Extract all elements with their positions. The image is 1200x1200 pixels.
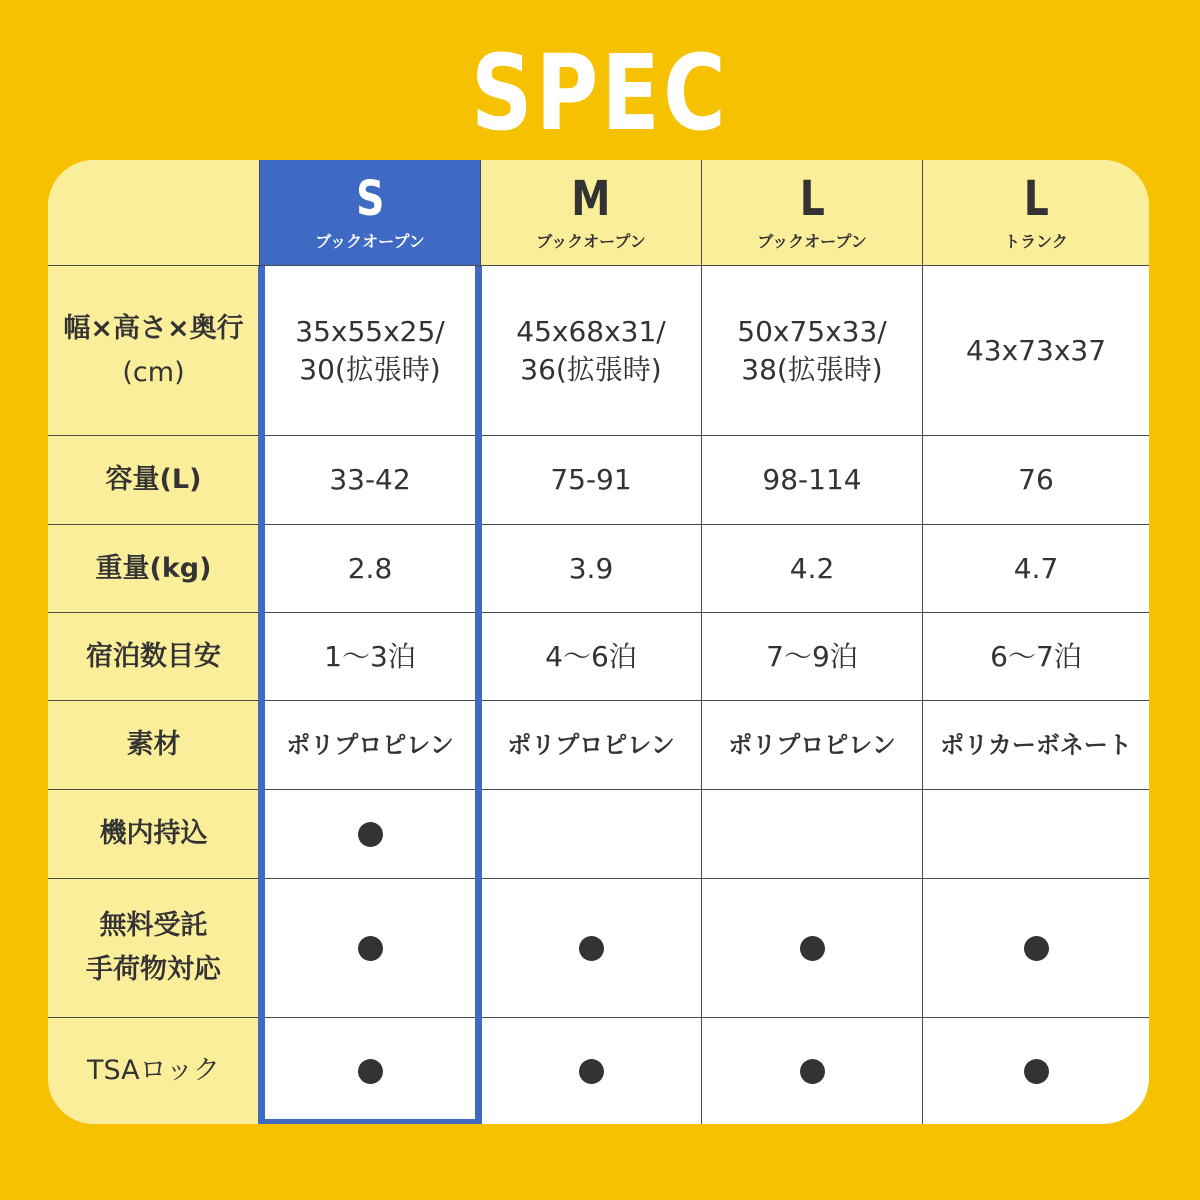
- available-dot-icon: [358, 822, 383, 847]
- cell-material-s: ポリプロピレン: [260, 701, 481, 790]
- cell-capacity-s: 33-42: [260, 436, 481, 525]
- cell-material-l-bookopen: ポリプロピレン: [702, 701, 923, 790]
- cell-dimensions-l-bookopen: [702, 266, 923, 436]
- row-header-weight: 重量(kg): [48, 525, 260, 613]
- column-header-m: [481, 160, 702, 266]
- cell-capacity-l-bookopen: 98-114: [702, 436, 923, 525]
- cell-checked-baggage-s: [260, 879, 481, 1018]
- available-dot-icon: [800, 936, 825, 961]
- row-header-capacity: 容量(L): [48, 436, 260, 525]
- row-label: 無料受託: [99, 910, 208, 941]
- cell-carry-on-m: [481, 790, 702, 879]
- column-header-s: [260, 160, 481, 266]
- value-line: 30(拡張時): [299, 352, 441, 386]
- available-dot-icon: [358, 1059, 383, 1084]
- cell-capacity-l-trunk: 76: [923, 436, 1149, 525]
- row-header-material: 素材: [48, 701, 260, 790]
- value-line: 43x73x37: [965, 333, 1107, 367]
- value-line: 36(拡張時): [520, 352, 662, 386]
- corner-cell: [48, 160, 260, 266]
- cell-checked-baggage-l-trunk: [923, 879, 1149, 1018]
- size-label: S: [355, 170, 385, 227]
- available-dot-icon: [579, 936, 604, 961]
- column-header-l-bookopen: [702, 160, 923, 266]
- cell-nights-l-bookopen: 7〜9泊: [702, 613, 923, 701]
- available-dot-icon: [800, 1059, 825, 1084]
- row-header-nights: 宿泊数目安: [48, 613, 260, 701]
- row-header-dimensions: [48, 266, 260, 436]
- available-dot-icon: [579, 1059, 604, 1084]
- cell-dimensions-s: [260, 266, 481, 436]
- value-line: 45x68x31/: [516, 314, 666, 348]
- cell-capacity-m: 75-91: [481, 436, 702, 525]
- case-type-label: ブックオープン: [536, 231, 646, 251]
- available-dot-icon: [1024, 936, 1049, 961]
- cell-tsa-lock-l-trunk: [923, 1018, 1149, 1124]
- row-label-line2: 手荷物対応: [86, 954, 221, 985]
- cell-weight-l-bookopen: 4.2: [702, 525, 923, 613]
- spec-table: [48, 160, 1149, 1124]
- cell-carry-on-l-trunk: [923, 790, 1149, 879]
- cell-weight-m: 3.9: [481, 525, 702, 613]
- case-type-label: ブックオープン: [315, 231, 425, 251]
- column-header-l-trunk: [923, 160, 1149, 266]
- size-label: L: [799, 170, 825, 227]
- size-label: L: [1023, 170, 1049, 227]
- value-line: 50x75x33/: [737, 314, 887, 348]
- cell-nights-l-trunk: 6〜7泊: [923, 613, 1149, 701]
- row-header-checked-baggage: [48, 879, 260, 1018]
- available-dot-icon: [358, 936, 383, 961]
- size-label: M: [571, 170, 611, 227]
- value-line: 35x55x25/: [295, 314, 445, 348]
- row-header-tsa-lock: TSAロック: [48, 1018, 260, 1124]
- cell-tsa-lock-m: [481, 1018, 702, 1124]
- page-title: SPEC: [471, 32, 729, 154]
- cell-weight-l-trunk: 4.7: [923, 525, 1149, 613]
- cell-material-m: ポリプロピレン: [481, 701, 702, 790]
- cell-tsa-lock-s: [260, 1018, 481, 1124]
- value-line: 38(拡張時): [741, 352, 883, 386]
- cell-carry-on-s: [260, 790, 481, 879]
- cell-dimensions-m: [481, 266, 702, 436]
- row-header-carry-on: 機内持込: [48, 790, 260, 879]
- row-label-unit: (cm): [122, 356, 185, 388]
- case-type-label: ブックオープン: [757, 231, 867, 251]
- cell-nights-m: 4〜6泊: [481, 613, 702, 701]
- cell-tsa-lock-l-bookopen: [702, 1018, 923, 1124]
- spec-table-card: [48, 160, 1149, 1124]
- cell-dimensions-l-trunk: [923, 266, 1149, 436]
- case-type-label: トランク: [1004, 231, 1068, 251]
- row-label: 幅×高さ×奥行: [63, 312, 244, 344]
- cell-weight-s: 2.8: [260, 525, 481, 613]
- cell-checked-baggage-m: [481, 879, 702, 1018]
- cell-nights-s: 1〜3泊: [260, 613, 481, 701]
- cell-checked-baggage-l-bookopen: [702, 879, 923, 1018]
- cell-material-l-trunk: ポリカーボネート: [923, 701, 1149, 790]
- cell-carry-on-l-bookopen: [702, 790, 923, 879]
- available-dot-icon: [1024, 1059, 1049, 1084]
